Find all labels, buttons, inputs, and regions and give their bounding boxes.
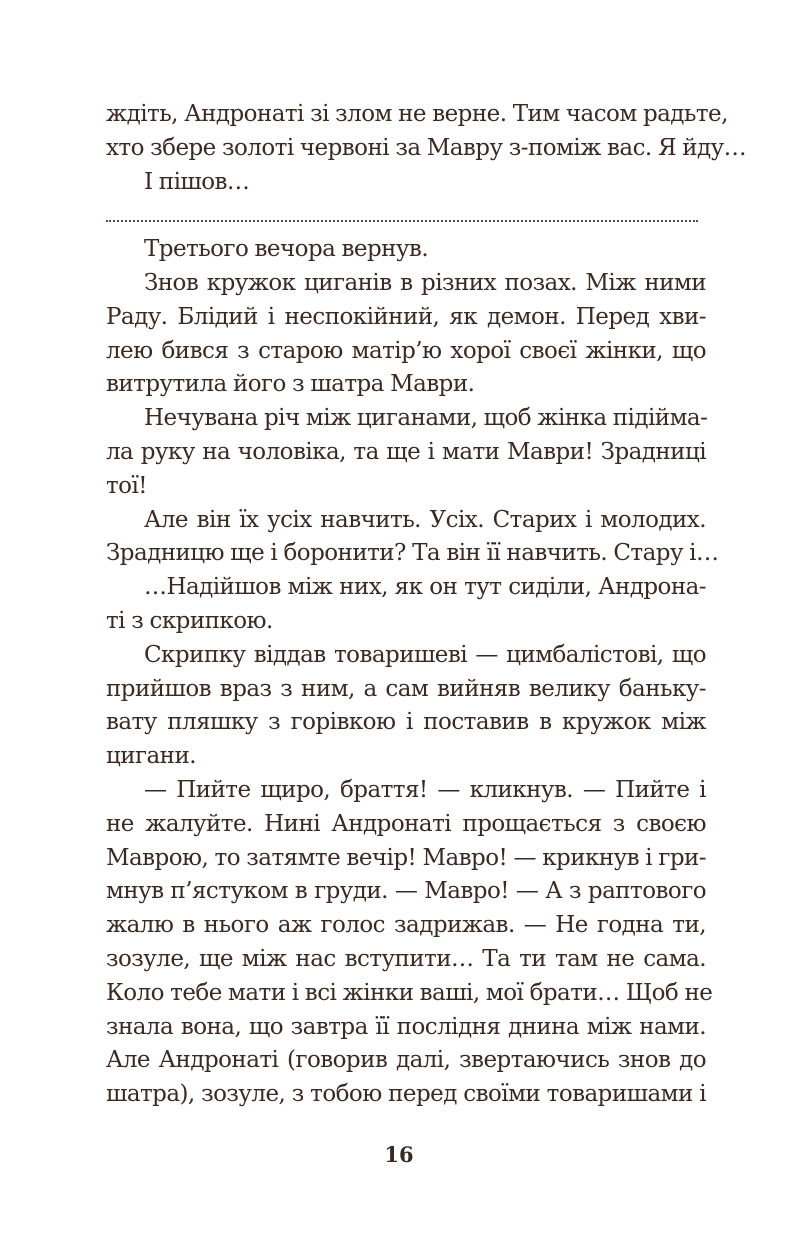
text-line: Маврою, то затямте вечір! Мавро! — крикнув і гри- bbox=[106, 844, 706, 871]
text-line: не жалуйте. Нині Андронаті прощається з своєю bbox=[106, 810, 706, 837]
text-line: прийшов враз з ним, а сам вийняв велику баньку- bbox=[106, 675, 706, 702]
text-line: цигани. bbox=[106, 743, 197, 770]
text-line: Раду. Блідий і неспокійний, як демон. Перед хви- bbox=[106, 303, 706, 330]
page-number: 16 bbox=[384, 1142, 414, 1167]
text-line: Знов кружок циганів в різних позах. Між ними bbox=[144, 269, 706, 296]
text-line: Третього вечора вернув. bbox=[144, 236, 429, 263]
text-line: хто збере золоті червоні за Мавру з-поміж вас. Я йду… bbox=[106, 134, 747, 161]
text-line: тої! bbox=[106, 472, 147, 499]
text-line: ла руку на чоловіка, та ще і мати Маври! Зрадниці bbox=[106, 438, 706, 465]
text-line: Коло тебе мати і всі жінки ваші, мої брати… Щоб не bbox=[106, 979, 713, 1006]
text-line: — Пийте щиро, браття! — кликнув. — Пийте і bbox=[144, 776, 706, 803]
text-line: вату пляшку з горівкою і поставив в кружок між bbox=[106, 709, 706, 736]
text-line: Скрипку віддав товаришеві — цимбалістові, що bbox=[144, 641, 706, 668]
text-line: витрутила його з шатра Маври. bbox=[106, 371, 475, 398]
section-divider bbox=[106, 199, 706, 233]
text-line: мнув п’ястуком в груди. — Мавро! — А з раптового bbox=[106, 878, 706, 905]
text-line: знала вона, що завтра її послідня днина між нами. bbox=[106, 1013, 706, 1040]
text-line: ждіть, Андронаті зі злом не верне. Тим часом радьте, bbox=[106, 101, 728, 127]
text-line: Але він їх усіх навчить. Усіх. Старих і молодих. bbox=[144, 506, 706, 533]
page-body bbox=[106, 98, 747, 1112]
text-line: Нечувана річ між циганами, щоб жінка підійма- bbox=[144, 405, 708, 432]
text-line: зозуле, ще між нас вступити… Та ти там не сама. bbox=[106, 945, 706, 972]
text-line: Зрадницю ще і боронити? Та він її навчить. Стару і… bbox=[106, 540, 719, 567]
text-line: …Надійшов між них, як он тут сиділи, Андрона- bbox=[144, 574, 706, 601]
text-line: Але Андронаті (говорив далі, звертаючись знов до bbox=[106, 1047, 706, 1074]
text-line: жалю в нього аж голос задрижав. — Не годна ти, bbox=[106, 912, 706, 939]
text-line: І пішов… bbox=[144, 168, 250, 195]
text-line: ті з скрипкою. bbox=[106, 607, 273, 634]
text-line: лею бився з старою матір’ю хорої своєї жінки, що bbox=[106, 337, 706, 364]
text-line: шатра), зозуле, з тобою перед своїми товаришами і bbox=[106, 1081, 706, 1108]
dotted-rule bbox=[106, 220, 698, 222]
